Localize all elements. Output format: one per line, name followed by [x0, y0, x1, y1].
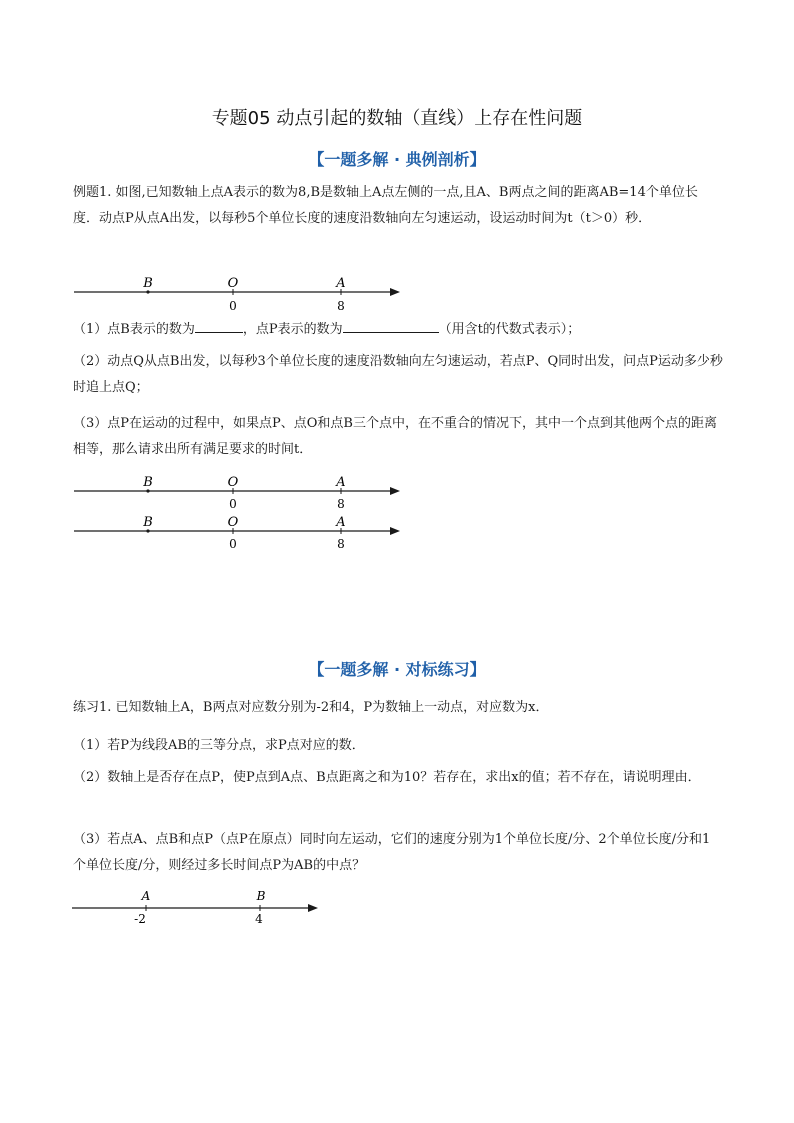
section-header-exercises: 【一题多解 · 对标练习】	[308, 660, 486, 679]
label-O: O	[227, 515, 239, 530]
tick-label-0: 0	[229, 537, 237, 551]
section-header-examples: 【一题多解 · 典例剖析】	[308, 150, 486, 169]
tick-label-0: 0	[229, 299, 237, 313]
label-A: A	[336, 276, 346, 291]
number-line-example-1	[70, 272, 410, 316]
exercise-1-intro: 练习1. 已知数轴上A，B两点对应数分别为-2和4，P为数轴上一动点，对应数为x．	[73, 700, 549, 715]
label-A: A	[336, 515, 346, 530]
q1-text-a: （1）点B表示的数为	[73, 322, 195, 337]
label-B: B	[143, 276, 153, 291]
exercise-1-question-3: （3）若点A、点B和点P（点P在原点）同时向左运动，它们的速度分别为1个单位长度/分、2个单位长度/分和1个单位长度/分，则经过多长时间点P为AB的中点？	[73, 832, 711, 873]
number-line-exercise-1	[70, 886, 330, 928]
label-O: O	[227, 475, 239, 490]
exercise-1-question-1: （1）若P为线段AB的三等分点，求P点对应的数．	[73, 738, 365, 753]
q1-text-c: （用含t的代数式表示）；	[438, 322, 581, 337]
label-O: O	[227, 276, 239, 291]
exercise-1-question-2: （2）数轴上是否存在点P，使P点到A点、B点距离之和为10？若存在，求出x的值；若不存在，请说明理由．	[73, 770, 701, 785]
tick-label-8: 8	[337, 497, 345, 511]
example-1-intro: 例题1. 如图,已知数轴上点A表示的数为8,B是数轴上A点左侧的一点,且A、B两点之间的距离AB=14个单位长度．动点P从点A出发，以每秒5个单位长度的速度沿数轴向左匀速运动，设运动时间为t（t＞0）秒．	[73, 185, 698, 226]
answer-blank-b[interactable]	[195, 319, 243, 333]
example-1-question-1	[73, 317, 723, 343]
tick-label-neg2: -2	[134, 912, 146, 926]
number-line-example-1-copy-1	[70, 471, 410, 513]
label-B: B	[143, 475, 153, 490]
label-A: A	[336, 475, 346, 490]
axis-arrow	[390, 487, 400, 495]
example-1-question-2: （2）动点Q从点B出发，以每秒3个单位长度的速度沿数轴向左匀速运动，若点P、Q同时出发，问点P运动多少秒时追上点Q；	[73, 354, 723, 395]
number-line-example-1-copy-2	[70, 511, 410, 553]
tick-label-4: 4	[255, 912, 263, 926]
answer-blank-p[interactable]	[343, 319, 439, 333]
tick-label-0: 0	[229, 497, 237, 511]
label-B: B	[256, 889, 266, 903]
tick-label-8: 8	[337, 537, 345, 551]
label-A: A	[141, 889, 151, 903]
axis-arrow	[390, 288, 400, 296]
page-title: 专题05 动点引起的数轴（直线）上存在性问题	[211, 108, 583, 129]
label-B: B	[143, 515, 153, 530]
example-1-question-3: （3）点P在运动的过程中，如果点P、点O和点B三个点中，在不重合的情况下，其中一个点到其他两个点的距离相等，那么请求出所有满足要求的时间t．	[73, 416, 717, 457]
tick-label-8: 8	[337, 299, 345, 313]
q1-text-b: ，点P表示的数为	[242, 322, 343, 337]
axis-arrow	[308, 904, 318, 912]
axis-arrow	[390, 527, 400, 535]
